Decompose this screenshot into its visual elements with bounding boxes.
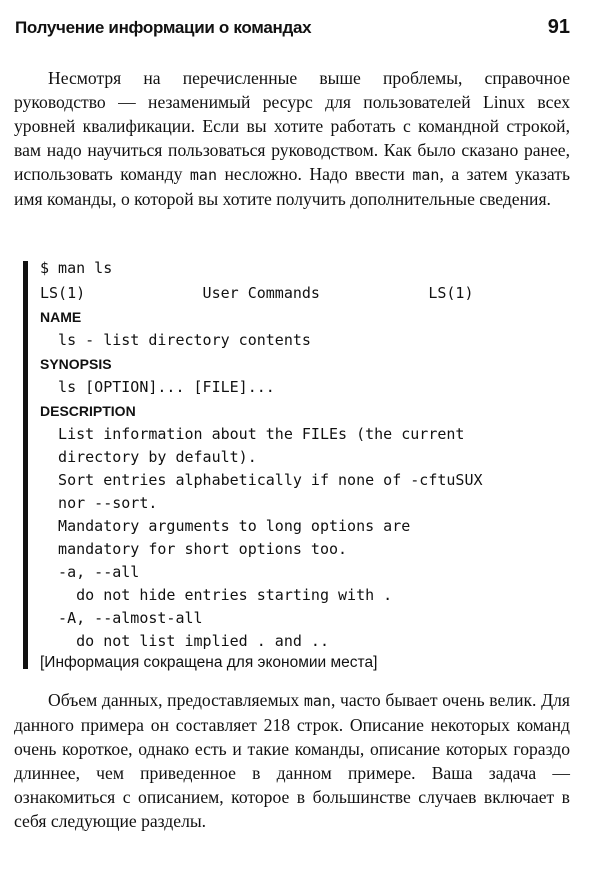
code-line: Mandatory arguments to long options are xyxy=(40,517,411,535)
inline-code: man xyxy=(189,166,217,184)
code-line: mandatory for short options too. xyxy=(40,540,348,558)
inline-code: man xyxy=(303,692,331,710)
text-segment: Несмотря на перечисленные выше проблемы, справочное руководство — незаменимый ресурс для пользователей Linux всех уровней квалификации. Если вы хотите работать с командной строкой, вам надо научиться пользоваться руководством. Как было сказано ранее, использовать команду xyxy=(14,68,570,184)
code-line: -a, --all xyxy=(40,563,140,581)
intro-paragraph xyxy=(14,66,570,211)
code-line: nor --sort. xyxy=(40,494,158,512)
code-line: do not hide entries starting with . xyxy=(40,586,393,604)
page-header xyxy=(15,14,570,44)
text-segment: , а затем указать имя команды, о которой вы хотите получить дополнительные сведения. xyxy=(14,164,570,209)
code-line: List information about the FILEs (the current xyxy=(40,425,465,443)
section-heading: NAME xyxy=(40,309,82,325)
code-line: ls [OPTION]... [FILE]... xyxy=(40,378,275,396)
text-segment: , часто бывает очень велик. Для данного примера он составляет 218 строк. Описание некоторых команд очень короткое, однако есть и такие команды, описание которых гораздо длиннее, чем приведенное в данном примере. Ваша задача — ознакомиться с описанием, которое в большинстве случаев включает в себя следующие разделы. xyxy=(14,690,570,831)
inline-code: man xyxy=(412,166,440,184)
text-segment: Объем данных, предоставляемых xyxy=(48,690,304,710)
code-line: ls - list directory contents xyxy=(40,331,311,349)
code-line: -A, --almost-all xyxy=(40,609,203,627)
running-title: Получение информации о командах xyxy=(15,18,312,37)
code-line: LS(1) User Commands LS(1) xyxy=(40,284,474,302)
text-segment: несложно. Надо ввести xyxy=(217,164,413,184)
code-line: Sort entries alphabetically if none of -cftuSUX xyxy=(40,471,483,489)
code-line: do not list implied . and .. xyxy=(40,632,329,650)
code-line: directory by default). xyxy=(40,448,257,466)
listing-bar xyxy=(23,261,28,669)
truncation-note: [Информация сокращена для экономии места] xyxy=(40,654,378,671)
closing-paragraph xyxy=(14,688,570,833)
page-number: 91 xyxy=(547,16,570,38)
command-line: $ man ls xyxy=(40,259,113,277)
section-heading: SYNOPSIS xyxy=(40,356,112,372)
section-heading: DESCRIPTION xyxy=(40,403,136,419)
